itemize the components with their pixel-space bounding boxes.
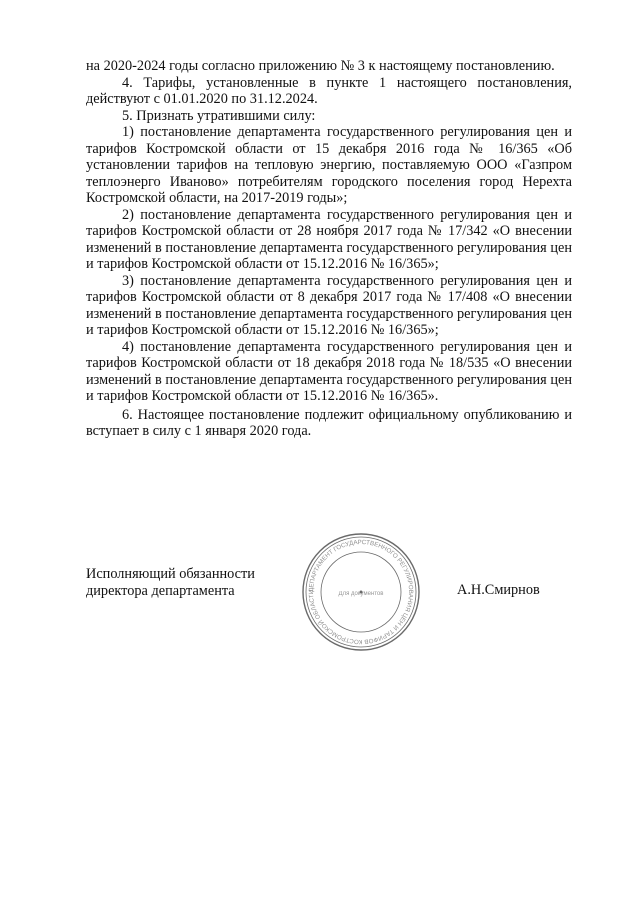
paragraph-5: 5. Признать утратившими силу:: [122, 107, 316, 124]
paragraph-6: 6. Настоящее постановление подлежит официальному опубликованию и вступает в силу с 1 января 2020 года.: [86, 406, 572, 439]
signatory-name: А.Н.Смирнов: [457, 582, 540, 598]
document-body: [86, 58, 572, 440]
signatory-position-line-2: директора департамента: [86, 583, 235, 599]
continuation-paragraph: на 2020-2024 годы согласно приложению № 3 к настоящему постановлению.: [86, 58, 555, 74]
paragraph-5-item-1: 1) постановление департамента государственного регулирования цен и тарифов Костромской области от 15 декабря 2016 года № 16/365 «Об установлении тарифов на тепловую энергию, поставляемую ООО «Газпром теплоэнерго Иваново» потребителям городского поселения город Нерехта Костромской области, на 2017-2019 годы»;: [86, 124, 572, 206]
official-stamp: [300, 531, 422, 653]
paragraph-5-item-2: 2) постановление департамента государственного регулирования цен и тарифов Костромской области от 28 ноября 2017 года № 17/342 «О внесении изменений в постановление департамента государственного регулирования цен и тарифов Костромской области от 15.12.2016 № 16/365»;: [86, 206, 572, 272]
signatory-position: [86, 566, 255, 600]
paragraph-5-item-4: 4) постановление департамента государственного регулирования цен и тарифов Костромской области от 18 декабря 2018 года № 18/535 «О внесении изменений в постановление департамента государственного регулирования цен и тарифов Костромской области от 15.12.2016 № 16/365».: [86, 338, 572, 404]
signatory-position-line-1: Исполняющий обязанности: [86, 566, 255, 582]
paragraph-5-item-3: 3) постановление департамента государственного регулирования цен и тарифов Костромской области от 8 декабря 2017 года № 17/408 «О внесении изменений в постановление департамента государственного регулирования цен и тарифов Костромской области от 15.12.2016 № 16/365»;: [86, 272, 572, 338]
stamp-outer-text: ДЕПАРТАМЕНТ ГОСУДАРСТВЕННОГО РЕГУЛИРОВАНИЯ ЦЕН И ТАРИФОВ КОСТРОМСКОЙ ОБЛАСТИ: [307, 538, 415, 646]
paragraph-4: 4. Тарифы, установленные в пункте 1 настоящего постановления, действуют с 01.01.2020 по 31.12.2024.: [86, 74, 572, 107]
stamp-center-text: Для документов: [338, 591, 384, 597]
